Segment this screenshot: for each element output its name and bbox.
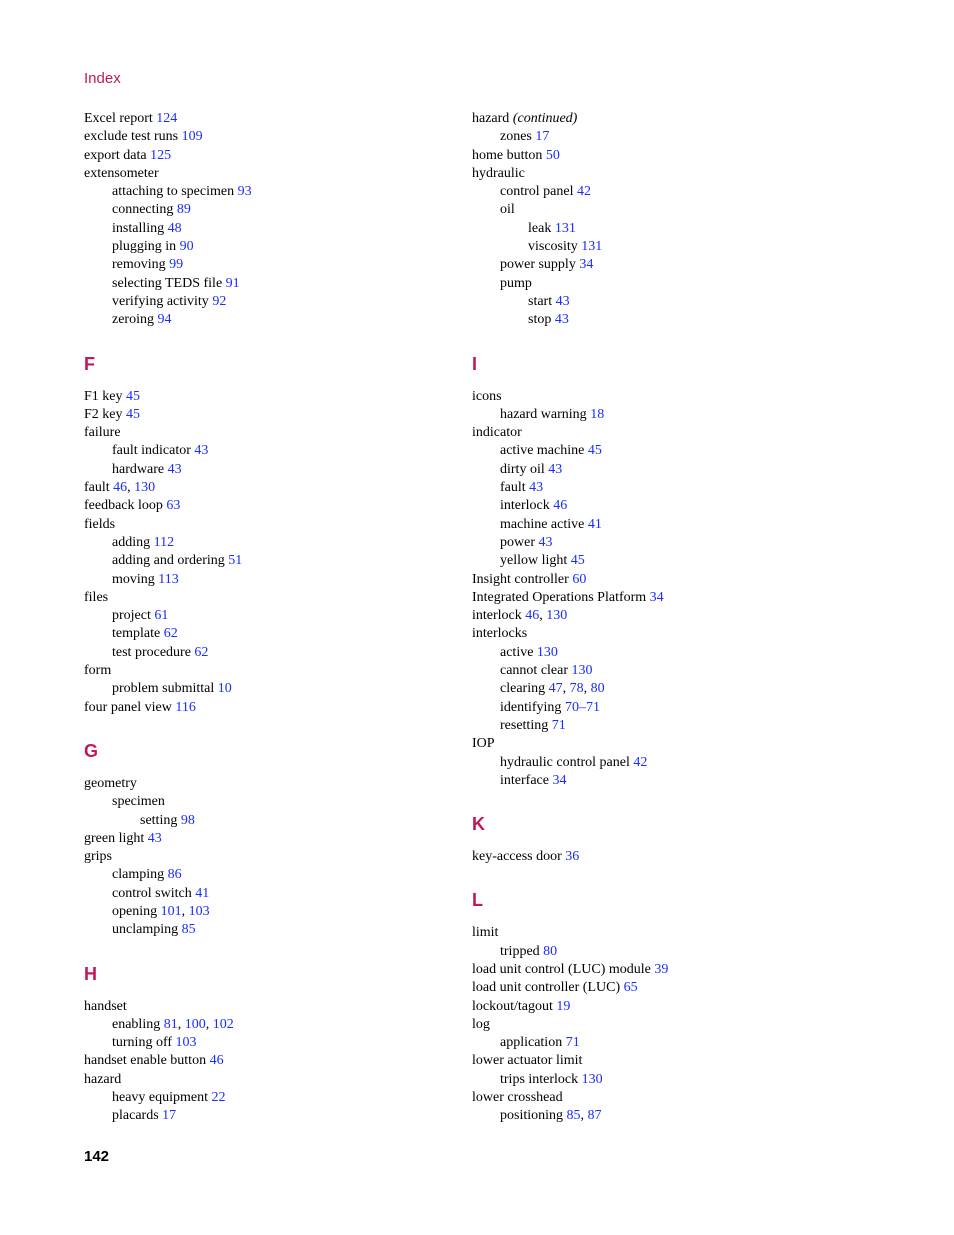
index-term: connecting	[112, 202, 174, 218]
index-entry	[84, 1071, 444, 1089]
index-term: hazard	[472, 111, 510, 126]
index-term: heavy equipment	[112, 1090, 209, 1106]
page-link[interactable]: 125	[150, 147, 172, 163]
index-entry	[84, 848, 444, 866]
page-link[interactable]: 94	[157, 312, 172, 328]
index-entry	[84, 183, 444, 201]
index-term: handset enable button	[84, 1053, 207, 1069]
index-entry	[472, 1089, 852, 1107]
index-entry: fault 46, 130	[84, 480, 156, 496]
index-term: pump	[500, 275, 532, 291]
index-term: positioning	[500, 1108, 564, 1124]
index-term: adding and ordering	[112, 553, 225, 569]
index-entry	[84, 552, 444, 570]
index-term: F1 key	[84, 388, 123, 404]
index-term: control switch	[112, 885, 192, 901]
index-term: setting	[140, 812, 178, 828]
page-link[interactable]: 91	[225, 275, 240, 291]
page-link[interactable]: 17	[535, 129, 550, 145]
index-term: enabling	[112, 1016, 161, 1032]
index-entry	[472, 128, 852, 146]
page-link[interactable]: 93	[237, 184, 252, 200]
index-letter-heading-l: L	[472, 890, 483, 911]
page-link[interactable]: 70–71	[564, 699, 600, 715]
index-term: verifying activity	[112, 293, 209, 309]
index-entry	[84, 388, 444, 406]
index-entry	[84, 921, 444, 939]
index-entry	[472, 961, 852, 979]
index-term: interlock	[500, 498, 550, 514]
index-entry	[472, 662, 852, 680]
index-entry	[84, 128, 444, 146]
index-entry: opening 101, 103	[112, 903, 210, 919]
index-term: oil	[500, 202, 515, 218]
index-letter-heading-k: K	[472, 814, 485, 835]
page-link[interactable]: 99	[169, 257, 184, 273]
index-letter-heading-g: G	[84, 740, 99, 761]
index-term: leak	[528, 220, 552, 236]
page-link[interactable]: 46	[553, 498, 568, 514]
index-entry	[472, 998, 852, 1016]
index-entry	[84, 571, 444, 589]
index-term: grips	[84, 849, 112, 865]
index-term: specimen	[112, 794, 165, 810]
page-link[interactable]: 130	[134, 480, 156, 496]
index-term: interlock	[472, 608, 522, 624]
page-link[interactable]: 51	[228, 553, 243, 569]
index-entry	[84, 220, 444, 238]
page-link[interactable]: 92	[212, 293, 227, 309]
index-term: extensometer	[84, 165, 159, 181]
index-term: zeroing	[112, 312, 154, 328]
index-column-left	[84, 110, 444, 1126]
index-term: F2 key	[84, 406, 123, 422]
index-term: identifying	[500, 699, 562, 715]
index-entry	[84, 275, 444, 293]
page-link[interactable]: 39	[654, 961, 669, 977]
index-term: home button	[472, 147, 543, 163]
index-entry	[84, 812, 444, 830]
index-term: lower crosshead	[472, 1090, 563, 1106]
page-link[interactable]: 62	[194, 644, 209, 660]
index-letter-heading-f: F	[84, 353, 95, 374]
index-term: clamping	[112, 867, 165, 883]
index-entry	[84, 607, 444, 625]
page-link[interactable]: 86	[167, 867, 182, 883]
page-link[interactable]: 61	[154, 608, 169, 624]
index-entry	[472, 644, 852, 662]
index-entry	[84, 424, 444, 442]
page-link[interactable]: 116	[175, 699, 196, 715]
page-link[interactable]: 100	[184, 1016, 206, 1032]
page-link[interactable]: 48	[167, 220, 182, 236]
index-entry	[472, 943, 852, 961]
index-entry	[84, 293, 444, 311]
page-link[interactable]: 63	[166, 498, 181, 514]
index-entry	[84, 830, 444, 848]
page-link[interactable]: 34	[649, 589, 664, 605]
page-link[interactable]: 71	[551, 717, 566, 733]
index-entry	[472, 201, 852, 219]
index-term: application	[500, 1035, 563, 1051]
index-entry	[472, 924, 852, 942]
index-entry	[84, 866, 444, 884]
index-term: failure	[84, 425, 121, 441]
index-term: control panel	[500, 184, 574, 200]
index-term: tripped	[500, 943, 540, 959]
index-entry	[84, 662, 444, 680]
index-entry	[84, 680, 444, 698]
page-link[interactable]: 80	[590, 681, 605, 697]
page-link[interactable]: 102	[212, 1016, 234, 1032]
index-entry	[84, 516, 444, 534]
index-term: zones	[500, 129, 532, 145]
page-link[interactable]: 89	[176, 202, 191, 218]
index-term: start	[528, 293, 553, 309]
index-term: viscosity	[528, 239, 578, 255]
index-entry	[472, 848, 852, 866]
index-letter-heading-h: H	[84, 963, 97, 984]
index-entry	[84, 1089, 444, 1107]
index-term: plugging in	[112, 239, 177, 255]
page-link[interactable]: 98	[180, 812, 195, 828]
index-entry	[472, 1016, 852, 1034]
index-entry	[472, 238, 852, 256]
index-entry	[472, 516, 852, 534]
index-term: log	[472, 1016, 490, 1032]
index-term: selecting TEDS file	[112, 275, 223, 291]
index-entry	[472, 388, 852, 406]
page-link[interactable]: 19	[556, 998, 571, 1014]
page-link[interactable]: 18	[590, 406, 605, 422]
page-link[interactable]: 87	[587, 1108, 602, 1124]
index-entry	[472, 571, 852, 589]
index-entry	[472, 735, 852, 753]
index-term: unclamping	[112, 922, 179, 938]
page-link[interactable]: 131	[581, 239, 603, 255]
index-term: Excel report	[84, 111, 153, 126]
page-link[interactable]: 46	[113, 480, 128, 496]
page-link[interactable]: 103	[188, 903, 210, 919]
index-entry: interlock 46, 130	[472, 608, 568, 624]
index-letter-heading-i: I	[472, 353, 478, 374]
index-entry	[472, 183, 852, 201]
index-entry	[84, 589, 444, 607]
page-link[interactable]: 46	[209, 1053, 224, 1069]
page-link[interactable]: 43	[529, 480, 544, 496]
page-link[interactable]: 43	[554, 312, 569, 328]
page-link[interactable]: 43	[538, 534, 553, 550]
index-entry	[84, 793, 444, 811]
page-link[interactable]: 43	[194, 443, 209, 459]
index-entry	[472, 256, 852, 274]
page-link[interactable]: 42	[633, 754, 648, 770]
continued-label: (continued)	[512, 111, 578, 126]
index-entry	[472, 165, 852, 183]
index-term: machine active	[500, 516, 585, 532]
page-link[interactable]: 45	[126, 406, 140, 422]
index-term: geometry	[84, 775, 137, 791]
index-entry	[472, 275, 852, 293]
page-link[interactable]: 43	[548, 461, 563, 477]
index-entry	[472, 424, 852, 442]
index-term: opening	[112, 903, 158, 919]
index-entry	[472, 1052, 852, 1070]
page-link[interactable]: 17	[162, 1108, 177, 1124]
index-term: attaching to specimen	[112, 184, 235, 200]
index-term: exclude test runs	[84, 129, 179, 145]
index-term: power supply	[500, 257, 576, 273]
page-link[interactable]: 103	[175, 1035, 197, 1051]
index-term: cannot clear	[500, 663, 569, 679]
page-link[interactable]: 101	[160, 903, 182, 919]
index-entry	[472, 754, 852, 772]
page-link[interactable]: 10	[217, 681, 232, 697]
index-entry	[84, 406, 444, 424]
index-term: moving	[112, 571, 155, 587]
index-term: icons	[472, 388, 502, 404]
index-entry	[84, 165, 444, 183]
index-entry	[84, 699, 444, 717]
page-link[interactable]: 85	[181, 922, 196, 938]
index-term: problem submittal	[112, 681, 215, 697]
index-term: yellow light	[500, 553, 568, 569]
index-term: template	[112, 626, 161, 642]
index-entry	[472, 479, 852, 497]
index-term: active machine	[500, 443, 585, 459]
index-term: export data	[84, 147, 147, 163]
index-entry	[472, 717, 852, 735]
index-entry	[472, 1071, 852, 1089]
index-entry	[472, 589, 852, 607]
index-entry	[84, 1034, 444, 1052]
page-link[interactable]: 34	[552, 772, 567, 788]
page-link[interactable]: 131	[554, 220, 576, 236]
index-term: files	[84, 589, 109, 605]
index-term: placards	[112, 1108, 159, 1124]
page-link[interactable]: 85	[566, 1108, 581, 1124]
index-term: lockout/tagout	[472, 998, 553, 1014]
page-link[interactable]: 90	[179, 239, 194, 255]
index-entry	[472, 147, 852, 165]
index-term: stop	[528, 312, 552, 328]
page-link[interactable]: 46	[525, 608, 540, 624]
index-entry	[472, 293, 852, 311]
index-term: removing	[112, 257, 166, 273]
page-link[interactable]: 60	[572, 571, 587, 587]
index-term: feedback loop	[84, 498, 163, 514]
index-entry	[84, 461, 444, 479]
index-term: hydraulic	[472, 165, 525, 181]
index-entry	[84, 625, 444, 643]
index-entry	[472, 552, 852, 570]
index-entry	[84, 147, 444, 165]
page-number: 142	[84, 1148, 110, 1165]
index-entry	[84, 885, 444, 903]
page-link[interactable]: 71	[565, 1035, 580, 1051]
page-link[interactable]: 81	[163, 1016, 178, 1032]
index-term: load unit control (LUC) module	[472, 961, 651, 977]
index-term: lower actuator limit	[472, 1053, 583, 1069]
page-link[interactable]: 45	[126, 388, 140, 404]
index-entry	[472, 311, 852, 329]
index-entry	[472, 442, 852, 460]
running-header: Index	[84, 70, 121, 87]
index-term: interlocks	[472, 626, 528, 642]
index-term: turning off	[112, 1035, 173, 1051]
page-link[interactable]: 45	[587, 443, 602, 459]
index-entry	[84, 497, 444, 515]
page-link[interactable]: 47	[548, 681, 563, 697]
index-term: power	[500, 534, 535, 550]
index-term: green light	[84, 830, 145, 846]
index-entry	[472, 534, 852, 552]
index-term: hazard	[84, 1071, 122, 1087]
index-entry	[472, 625, 852, 643]
index-term: Insight controller	[472, 571, 569, 587]
page-link[interactable]: 43	[167, 461, 182, 477]
page-link[interactable]: 80	[543, 943, 558, 959]
index-term: form	[84, 663, 112, 679]
index-entry	[472, 699, 852, 717]
page-link[interactable]: 50	[545, 147, 560, 163]
page-link[interactable]: 36	[565, 849, 580, 865]
page-link[interactable]: 113	[158, 571, 179, 587]
page-link[interactable]: 130	[536, 644, 558, 660]
index-term: load unit controller (LUC)	[472, 980, 621, 996]
index-term: handset	[84, 998, 127, 1014]
index-term: fault indicator	[112, 443, 191, 459]
index-term: key-access door	[472, 849, 562, 865]
index-term: test procedure	[112, 644, 191, 660]
page-link[interactable]: 62	[163, 626, 178, 642]
index-term: four panel view	[84, 699, 172, 715]
index-term: fault	[84, 480, 110, 496]
page-link[interactable]: 65	[623, 980, 638, 996]
index-term: clearing	[500, 681, 546, 697]
index-term: Integrated Operations Platform	[472, 589, 647, 605]
page-link[interactable]: 130	[571, 663, 593, 679]
index-term: interface	[500, 772, 549, 788]
index-entry	[84, 256, 444, 274]
index-entry: enabling 81, 100, 102	[112, 1016, 234, 1032]
index-entry	[472, 220, 852, 238]
page-link[interactable]: 130	[546, 608, 568, 624]
index-term: dirty oil	[500, 461, 545, 477]
page-link[interactable]: 130	[581, 1071, 603, 1087]
index-entry	[472, 772, 852, 790]
index-term: indicator	[472, 425, 522, 441]
index-entry	[84, 1052, 444, 1070]
index-term: hydraulic control panel	[500, 754, 630, 770]
index-entry	[472, 979, 852, 997]
page-link[interactable]: 41	[587, 516, 602, 532]
index-entry	[84, 534, 444, 552]
index-entry	[472, 461, 852, 479]
index-term: limit	[472, 925, 499, 941]
page-link[interactable]: 42	[576, 184, 591, 200]
index-column-right	[472, 110, 852, 1126]
page-link[interactable]: 22	[211, 1090, 226, 1106]
index-entry: positioning 85, 87	[500, 1108, 602, 1124]
index-entry	[84, 311, 444, 329]
page-link[interactable]: 41	[195, 885, 210, 901]
index-term: resetting	[500, 717, 549, 733]
index-entry	[472, 497, 852, 515]
page-link[interactable]: 43	[555, 293, 570, 309]
index-term: trips interlock	[500, 1071, 579, 1087]
index-term: active	[500, 644, 534, 660]
index-term: adding	[112, 534, 151, 550]
index-term: hardware	[112, 461, 165, 477]
index-entry	[84, 110, 444, 128]
page-link[interactable]: 45	[570, 553, 585, 569]
index-entry: clearing 47, 78, 80	[500, 681, 605, 697]
index-entry	[84, 775, 444, 793]
index-entry	[472, 110, 852, 128]
index-term: project	[112, 608, 151, 624]
index-entry	[84, 238, 444, 256]
page-link[interactable]: 43	[147, 830, 162, 846]
index-entry	[472, 406, 852, 424]
index-term: IOP	[472, 736, 495, 752]
index-entry	[84, 442, 444, 460]
index-entry	[84, 201, 444, 219]
page-link[interactable]: 109	[181, 129, 203, 145]
index-term: installing	[112, 220, 165, 236]
page-link[interactable]: 112	[153, 534, 175, 550]
index-term: hazard warning	[500, 406, 587, 422]
index-term: fault	[500, 480, 526, 496]
index-entry	[84, 644, 444, 662]
index-entry	[472, 1034, 852, 1052]
page-link[interactable]: 124	[156, 111, 178, 126]
index-term: fields	[84, 516, 116, 532]
page-link[interactable]: 78	[569, 681, 584, 697]
index-entry	[84, 1107, 444, 1125]
page-link[interactable]: 34	[579, 257, 594, 273]
index-entry	[84, 998, 444, 1016]
